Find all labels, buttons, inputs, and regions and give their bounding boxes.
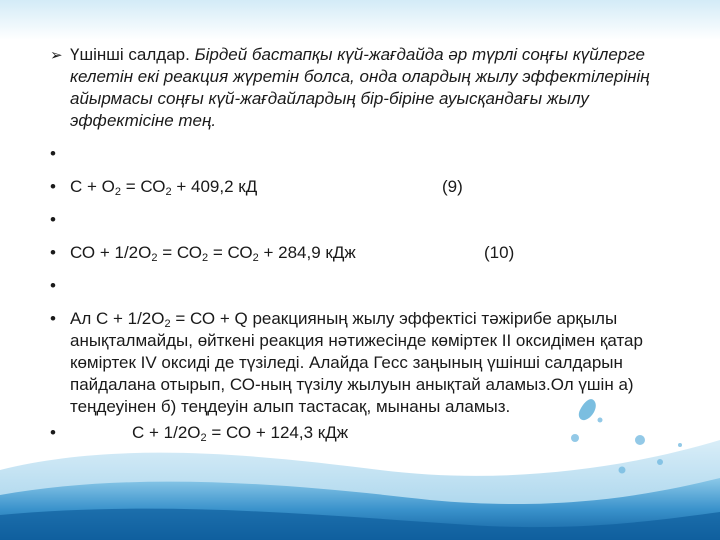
para-part-b: = СО + Q реакцияның жылу эффектісі тәжірибе арқылы анықталмайды, өйткені реакция нәтижесінде көміртек II оксидімен қатар көміртек IV оксиді де түзіледі. Алайда Гесс заңының үшінші салдарын пайдалана отырып, СО-ның түзілу жылуын анықтай аламыз.Ол үшін а) теңдеуінен б) теңдеуін алып тастасақ, мынаны аламыз. [70, 309, 643, 416]
eq10-part-c: = СО [208, 243, 253, 262]
heading-body: Бірдей бастапқы күй-жағдайда әр түрлі соңғы күйлерге келетін екі реакция жүретін болса, онда олардың жылу эффектілерінің айырмасы соңғы күй-жағдайлардың бір-біріне ауысқандағы жылу эффектісіне тең. [70, 45, 650, 130]
eq10-part-b: = СО [157, 243, 202, 262]
eq9-part-b: = СО [121, 177, 166, 196]
eq9-part-c: + 409,2 кД [171, 177, 258, 196]
para-sub-1: 2 [164, 318, 171, 330]
equation-9 [50, 176, 670, 198]
empty-bullet [50, 143, 670, 165]
eq10-sub-3: 2 [252, 252, 259, 264]
eq9-sub-2: 2 [165, 186, 172, 198]
arrow-bullet-icon: ➢ [50, 47, 63, 64]
slide-content [50, 44, 670, 455]
explanation-paragraph [50, 308, 670, 418]
eq9-sub-1: 2 [114, 186, 121, 198]
bullet-marker: • [50, 210, 56, 229]
eq10-sub-1: 2 [151, 252, 158, 264]
bullet-marker: • [50, 423, 56, 442]
bullet-marker: • [50, 309, 56, 328]
heading-lead: Үшінші салдар. [70, 45, 190, 64]
final-equation [50, 422, 670, 444]
eq10-part-a: СО + 1/2О [70, 243, 152, 262]
eq9-part-a: С + О [70, 177, 115, 196]
eq10-number: (10) [484, 243, 515, 262]
final-eq-sub-1: 2 [200, 432, 207, 444]
bullet-marker: • [50, 243, 56, 262]
bullet-marker: • [50, 276, 56, 295]
eq10-sub-2: 2 [202, 252, 209, 264]
para-part-a: Ал С + 1/2О [70, 309, 165, 328]
bullet-marker: • [50, 177, 56, 196]
eq10-part-d: + 284,9 кДж [258, 243, 356, 262]
empty-bullet [50, 275, 670, 297]
final-eq-part-a: С + 1/2О [132, 423, 201, 442]
final-eq-part-b: = СО + 124,3 кДж [206, 423, 349, 442]
eq9-number: (9) [442, 177, 463, 196]
equation-10 [50, 242, 670, 264]
bullet-marker: • [50, 144, 56, 163]
empty-bullet [50, 209, 670, 231]
heading-item [50, 44, 670, 132]
